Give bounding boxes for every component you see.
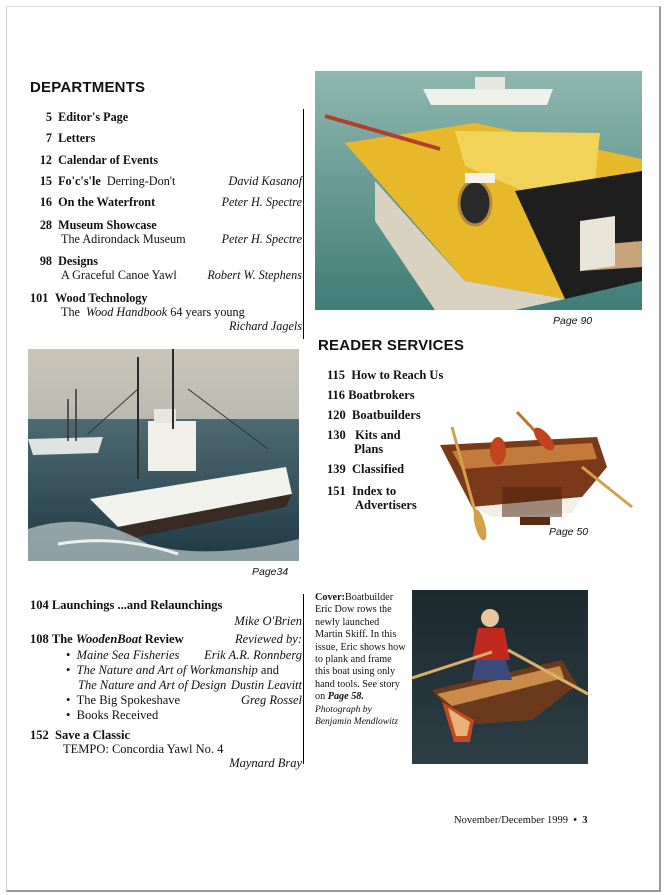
rs-entry[interactable]: 120 Boatbuilders (327, 408, 421, 422)
rs-entry[interactable]: 115 How to Reach Us (327, 368, 444, 382)
rs-entry[interactable]: 151 Index to Advertisers (327, 484, 417, 512)
pram-photo (432, 407, 642, 547)
fishing-boat-photo (28, 349, 299, 561)
toc-entry[interactable]: 101 Wood Technology The Wood Handbook 64 years young Richard Jagels (30, 291, 302, 333)
rs-entry[interactable]: 139 Classified (327, 462, 405, 476)
pram-caption: Page 50 (549, 526, 589, 538)
departments-list (30, 110, 302, 335)
fishing-boat-caption: Page34 (252, 566, 289, 578)
toc-entry[interactable]: 108 The WoodenBoat Review Reviewed by: • Maine Sea Fisheries Erik A.R. Ronnberg • The Nature and Art of Workmanship and The Nature and Art of Design Dustin Leavitt • The Big Spokeshave Greg Rossel • Books Received (30, 632, 302, 722)
list-item: • Maine Sea Fisheries Erik A.R. Ronnberg (66, 648, 302, 662)
cover-text: Cover:Boatbuilder Eric Dow rows the newly launched Martin Skiff. In this issue, Eric shows how to plank and frame this boat using only hand tools. See story on Page 58. Photograph by Benjamin Mendlowitz (315, 592, 406, 728)
page-footer: November/December 1999 • 3 (454, 815, 588, 826)
list-item: • The Big Spokeshave Greg Rossel (66, 693, 302, 707)
toc-entry[interactable]: 28 Museum Showcase The Adirondack Museum Peter H. Spectre (39, 218, 302, 246)
review-bullets (66, 648, 302, 723)
lower-column-divider (303, 594, 304, 764)
lower-contents (30, 598, 302, 768)
list-item: • The Nature and Art of Workmanship and (66, 663, 279, 677)
toc-entry[interactable]: 7 Letters (45, 131, 96, 145)
yellow-boat-photo (315, 71, 642, 310)
toc-entry[interactable]: 16 On the Waterfront Peter H. Spectre (39, 195, 302, 209)
toc-entry[interactable]: 98 Designs A Graceful Canoe Yawl Robert W. Stephens (39, 254, 302, 282)
yellow-boat-caption: Page 90 (553, 315, 593, 327)
toc-entry[interactable]: 5 Editor's Page (45, 110, 129, 124)
column-divider (303, 109, 304, 339)
list-item: The Nature and Art of Design Dustin Leavitt (78, 678, 302, 692)
rs-entry[interactable]: 116 Boatbrokers (327, 388, 415, 402)
list-item: • Books Received (66, 708, 159, 722)
toc-entry[interactable]: 104 Launchings ...and Relaunchings Mike O'Brien (30, 598, 302, 628)
cover-photo (412, 590, 588, 764)
rs-entry[interactable]: 130 Kits and Plans (327, 428, 401, 456)
reader-services-heading: READER SERVICES (318, 337, 465, 354)
toc-entry[interactable]: 15 Fo'c's'le Derring-Don't David Kasanof (39, 174, 302, 188)
toc-entry[interactable]: 12 Calendar of Events (39, 153, 159, 167)
toc-entry[interactable]: 152 Save a Classic TEMPO: Concordia Yawl No. 4 Maynard Bray (30, 728, 302, 770)
departments-heading: DEPARTMENTS (30, 79, 146, 96)
